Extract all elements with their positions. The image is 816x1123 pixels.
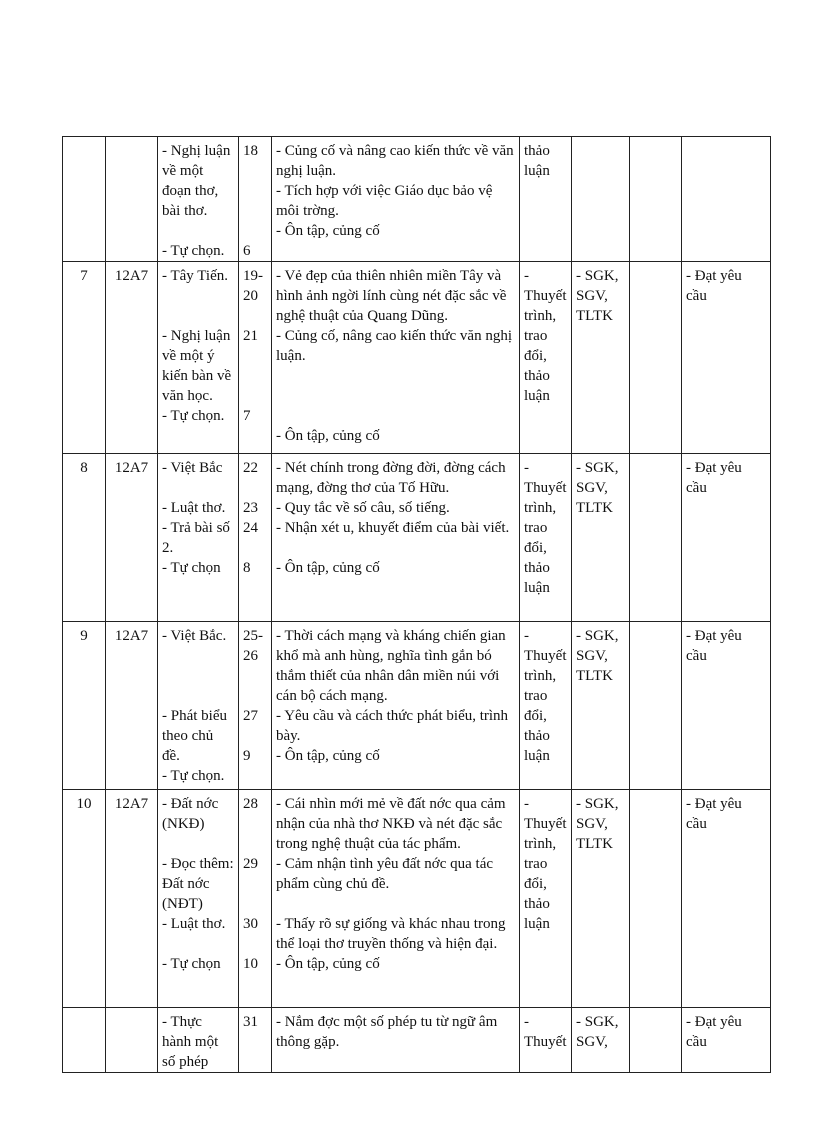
period-cell (239, 454, 272, 622)
lesson-cell (158, 790, 239, 1008)
lesson-cell (158, 622, 239, 790)
lesson-item: - Tự chọn. (162, 768, 225, 784)
table-row (63, 454, 771, 622)
week-number-cell: 9 (63, 622, 106, 790)
table-row (63, 137, 771, 262)
lesson-item: - Đọc thêm: Đất nớc (NĐT) (162, 856, 234, 912)
period-cell (239, 622, 272, 790)
goal-item: - Ôn tập, củng cố (276, 956, 380, 972)
goal-item: - Vẻ đẹp của thiên nhiên miền Tây và hình ảnh ngời lính cùng nét đặc sắc về nghệ thuật của Quang Dũng. (276, 268, 507, 324)
period-item: 22 (243, 460, 258, 476)
class-cell: 12A7 (106, 622, 158, 790)
lesson-item: - Nghị luận về một ý kiến bàn về văn học. (162, 328, 232, 404)
extra-cell (630, 137, 682, 262)
period-item: 19-20 (243, 268, 263, 304)
table-row (63, 262, 771, 454)
lesson-plan-table (62, 136, 771, 1073)
goal-item: - Nhận xét u, khuyết điểm của bài viết. (276, 520, 510, 536)
result-cell: - Đạt yêu cầu (682, 454, 771, 622)
lesson-item: - Thực hành một số phép (162, 1014, 219, 1070)
period-item: 23 (243, 500, 258, 516)
period-cell (239, 1008, 272, 1073)
week-number-cell: 10 (63, 790, 106, 1008)
table-row (63, 622, 771, 790)
lesson-cell (158, 137, 239, 262)
result-cell: - Đạt yêu cầu (682, 622, 771, 790)
period-item: 21 (243, 328, 258, 344)
period-item: 25-26 (243, 628, 263, 664)
period-item: 7 (243, 408, 251, 424)
period-item: 29 (243, 856, 258, 872)
week-number-cell (63, 137, 106, 262)
goal-item: - Ôn tập, củng cố (276, 560, 380, 576)
resources-cell: - SGK, SGV, (572, 1008, 630, 1073)
period-cell (239, 137, 272, 262)
lesson-item: - Việt Bắc (162, 460, 223, 476)
goal-item: - Thời cách mạng và kháng chiến gian khổ mà anh hùng, nghĩa tình gắn bó thắm thiết của nhân dân miền núi với cán bộ cách mạng. (276, 628, 506, 704)
goal-item: - Ôn tập, củng cố (276, 748, 380, 764)
lesson-item: - Tự chọn. (162, 408, 225, 424)
result-cell: - Đạt yêu cầu (682, 790, 771, 1008)
goal-item: - Tích hợp với việc Giáo dục bảo vệ môi trờng. (276, 183, 493, 219)
extra-cell (630, 262, 682, 454)
period-cell (239, 790, 272, 1008)
lesson-item: - Nghị luận về một đoạn thơ, bài thơ. (162, 143, 231, 219)
lesson-item: - Tự chọn (162, 560, 221, 576)
class-cell: 12A7 (106, 790, 158, 1008)
method-cell: - Thuyết trình, trao đổi, thảo luận (520, 622, 572, 790)
resources-cell (572, 137, 630, 262)
goal-item: - Cái nhìn mới mẻ về đất nớc qua cảm nhận của nhà thơ NKĐ và nét đặc sắc trong nghệ thuật của tác phẩm. (276, 796, 506, 852)
period-item: 31 (243, 1014, 258, 1030)
extra-cell (630, 454, 682, 622)
goal-item: - Ôn tập, củng cố (276, 223, 380, 239)
lesson-item: - Tự chọn. (162, 243, 225, 259)
goal-item: - Thấy rõ sự giống và khác nhau trong thể loại thơ truyền thống và hiện đại. (276, 916, 506, 952)
method-cell: thảo luận (520, 137, 572, 262)
extra-cell (630, 622, 682, 790)
lesson-cell (158, 454, 239, 622)
period-item: 28 (243, 796, 258, 812)
period-item: 6 (243, 243, 251, 259)
goal-item: - Cảm nhận tình yêu đất nớc qua tác phẩm cùng chủ đề. (276, 856, 494, 892)
extra-cell (630, 790, 682, 1008)
goal-item: - Nét chính trong đờng đời, đờng cách mạng, đờng thơ của Tố Hữu. (276, 460, 506, 496)
goal-item: - Củng cố và nâng cao kiến thức về văn nghị luận. (276, 143, 514, 179)
table-row (63, 1008, 771, 1073)
goal-item: - Nắm đợc một số phép tu từ ngữ âm thông gặp. (276, 1014, 498, 1050)
goals-cell (272, 262, 520, 454)
lesson-cell (158, 262, 239, 454)
goal-item: - Quy tắc về số câu, số tiếng. (276, 500, 450, 516)
method-cell: - Thuyết trình, trao đổi, thảo luận (520, 790, 572, 1008)
week-number-cell: 8 (63, 454, 106, 622)
lesson-cell (158, 1008, 239, 1073)
result-cell (682, 137, 771, 262)
period-item: 24 (243, 520, 258, 536)
goals-cell (272, 622, 520, 790)
resources-cell: - SGK, SGV, TLTK (572, 790, 630, 1008)
period-cell (239, 262, 272, 454)
period-item: 27 (243, 708, 258, 724)
method-cell: - Thuyết trình, trao đổi, thảo luận (520, 454, 572, 622)
goal-item: - Ôn tập, củng cố (276, 428, 380, 444)
method-cell: - Thuyết (520, 1008, 572, 1073)
goals-cell (272, 790, 520, 1008)
period-item: 9 (243, 748, 251, 764)
result-cell: - Đạt yêu cầu (682, 1008, 771, 1073)
class-cell (106, 137, 158, 262)
resources-cell: - SGK, SGV, TLTK (572, 454, 630, 622)
resources-cell: - SGK, SGV, TLTK (572, 262, 630, 454)
lesson-item: - Việt Bắc. (162, 628, 227, 644)
period-item: 18 (243, 143, 258, 159)
class-cell (106, 1008, 158, 1073)
spacer (162, 221, 234, 241)
goals-cell (272, 137, 520, 262)
result-cell: - Đạt yêu cầu (682, 262, 771, 454)
lesson-item: - Tự chọn (162, 956, 221, 972)
goals-cell (272, 454, 520, 622)
lesson-item: - Trả bài số 2. (162, 520, 230, 556)
period-item: 8 (243, 560, 251, 576)
goal-item: - Yêu cầu và cách thức phát biểu, trình bày. (276, 708, 509, 744)
lesson-item: - Luật thơ. (162, 916, 226, 932)
resources-cell: - SGK, SGV, TLTK (572, 622, 630, 790)
method-cell: - Thuyết trình, trao đổi, thảo luận (520, 262, 572, 454)
lesson-item: - Luật thơ. (162, 500, 226, 516)
period-item: 10 (243, 956, 258, 972)
week-number-cell (63, 1008, 106, 1073)
week-number-cell: 7 (63, 262, 106, 454)
lesson-item: - Đất nớc (NKĐ) (162, 796, 219, 832)
period-item: 30 (243, 916, 258, 932)
class-cell: 12A7 (106, 262, 158, 454)
lesson-item: - Tây Tiến. (162, 268, 228, 284)
goals-cell (272, 1008, 520, 1073)
lesson-item: - Phát biểu theo chủ đề. (162, 708, 227, 764)
extra-cell (630, 1008, 682, 1073)
goal-item: - Củng cố, nâng cao kiến thức văn nghị luận. (276, 328, 512, 364)
class-cell: 12A7 (106, 454, 158, 622)
table-row (63, 790, 771, 1008)
